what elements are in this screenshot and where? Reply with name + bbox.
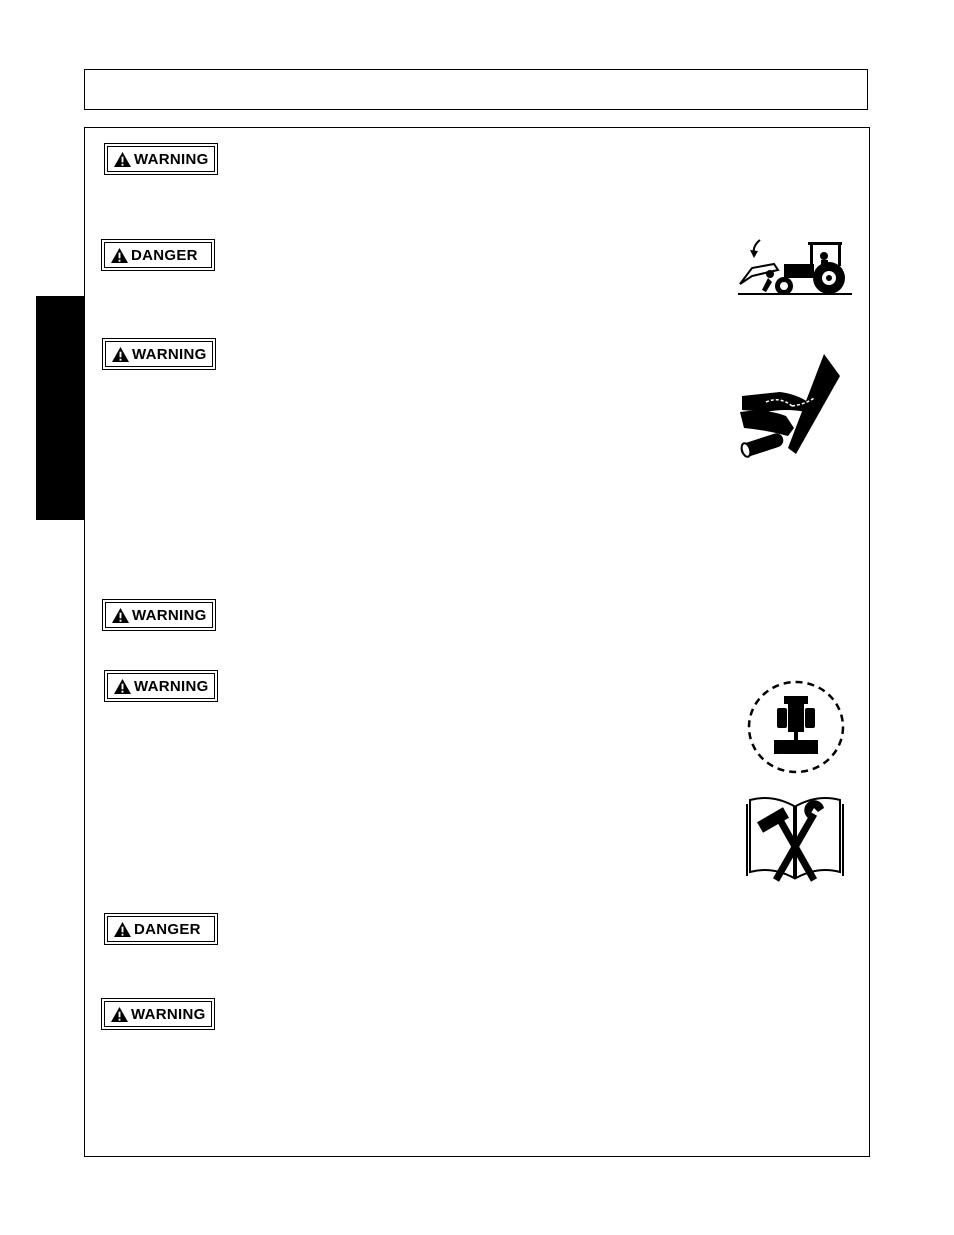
- sign-word: WARNING: [134, 150, 209, 168]
- danger-sign: [104, 913, 218, 945]
- page-header-box: [84, 69, 868, 110]
- hydraulic-injection-hazard-icon: [736, 352, 842, 460]
- sign-word: DANGER: [134, 920, 201, 938]
- warning-sign: [101, 998, 215, 1030]
- alert-triangle-icon: [111, 346, 130, 363]
- alert-triangle-icon: [110, 247, 129, 264]
- alert-triangle-icon: [113, 921, 132, 938]
- maintenance-manual-icon: [746, 794, 844, 884]
- sign-word: DANGER: [131, 246, 198, 264]
- danger-sign: [101, 239, 215, 271]
- warning-sign: [102, 338, 216, 370]
- tractor-crush-hazard-icon: [734, 236, 854, 298]
- alert-triangle-icon: [111, 607, 130, 624]
- sign-word: WARNING: [134, 677, 209, 695]
- warning-sign: [104, 670, 218, 702]
- section-side-tab: [36, 296, 84, 520]
- sign-word: WARNING: [131, 1005, 206, 1023]
- warning-sign: [104, 143, 218, 175]
- alert-triangle-icon: [113, 678, 132, 695]
- sign-word: WARNING: [132, 345, 207, 363]
- alert-triangle-icon: [110, 1006, 129, 1023]
- sign-word: WARNING: [132, 606, 207, 624]
- alert-triangle-icon: [113, 151, 132, 168]
- tractor-bystander-zone-icon: [744, 678, 848, 776]
- warning-sign: [102, 599, 216, 631]
